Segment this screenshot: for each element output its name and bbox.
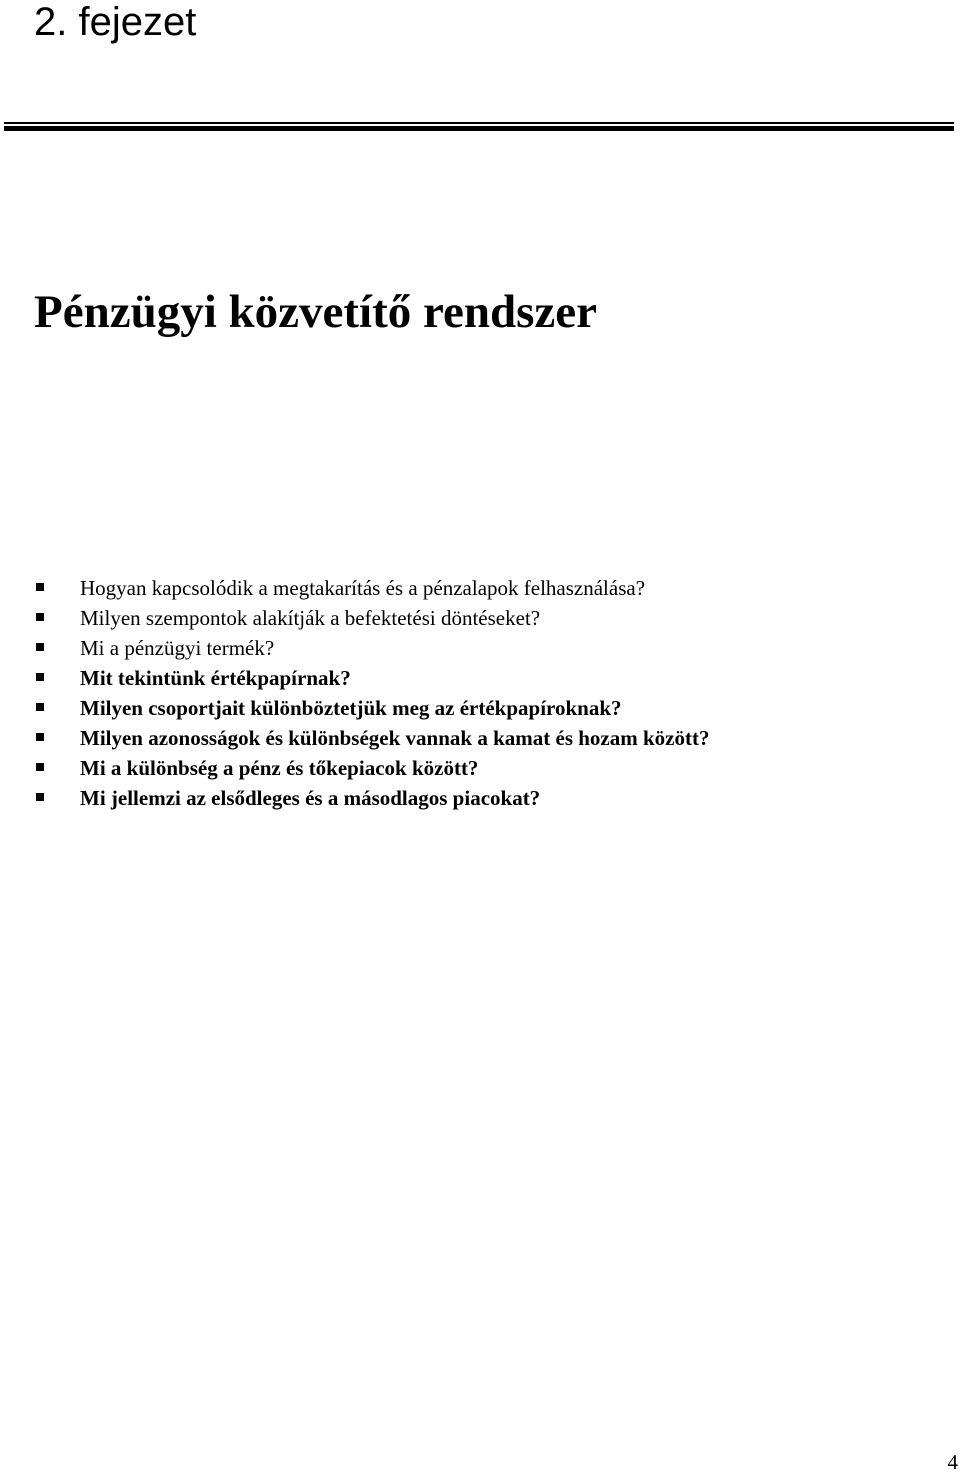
square-bullet-icon — [36, 763, 44, 771]
question-text: Hogyan kapcsolódik a megtakarítás és a pénzalapok felhasználása? — [80, 576, 646, 600]
question-item — [34, 783, 709, 813]
question-item — [34, 663, 709, 693]
square-bullet-icon — [36, 643, 44, 651]
square-bullet-icon — [36, 703, 44, 711]
square-bullet-icon — [36, 613, 44, 621]
question-item — [34, 633, 709, 663]
question-text: Milyen szempontok alakítják a befektetési döntéseket? — [80, 606, 541, 630]
header-rule-thick — [4, 126, 954, 131]
question-text: Mi a pénzügyi termék? — [80, 636, 275, 660]
question-item — [34, 573, 709, 603]
page-number: 4 — [947, 1450, 958, 1474]
question-text: Mi jellemzi az elsődleges és a másodlagos piacokat? — [80, 786, 541, 810]
question-text: Mit tekintünk értékpapírnak? — [80, 666, 351, 690]
square-bullet-icon — [36, 583, 44, 591]
question-list — [34, 573, 709, 813]
square-bullet-icon — [36, 673, 44, 681]
question-item — [34, 693, 709, 723]
question-item — [34, 603, 709, 633]
question-text: Milyen azonosságok és különbségek vannak a kamat és hozam között? — [80, 726, 710, 750]
chapter-title: Pénzügyi közvetítő rendszer — [34, 286, 598, 338]
chapter-label: 2. fejezet — [34, 0, 197, 44]
question-text: Mi a különbség a pénz és tőkepiacok között? — [80, 756, 479, 780]
square-bullet-icon — [36, 793, 44, 801]
question-item — [34, 723, 709, 753]
question-item — [34, 753, 709, 783]
question-text: Milyen csoportjait különböztetjük meg az értékpapíroknak? — [80, 696, 622, 720]
square-bullet-icon — [36, 733, 44, 741]
header-rule-thin — [4, 122, 954, 124]
